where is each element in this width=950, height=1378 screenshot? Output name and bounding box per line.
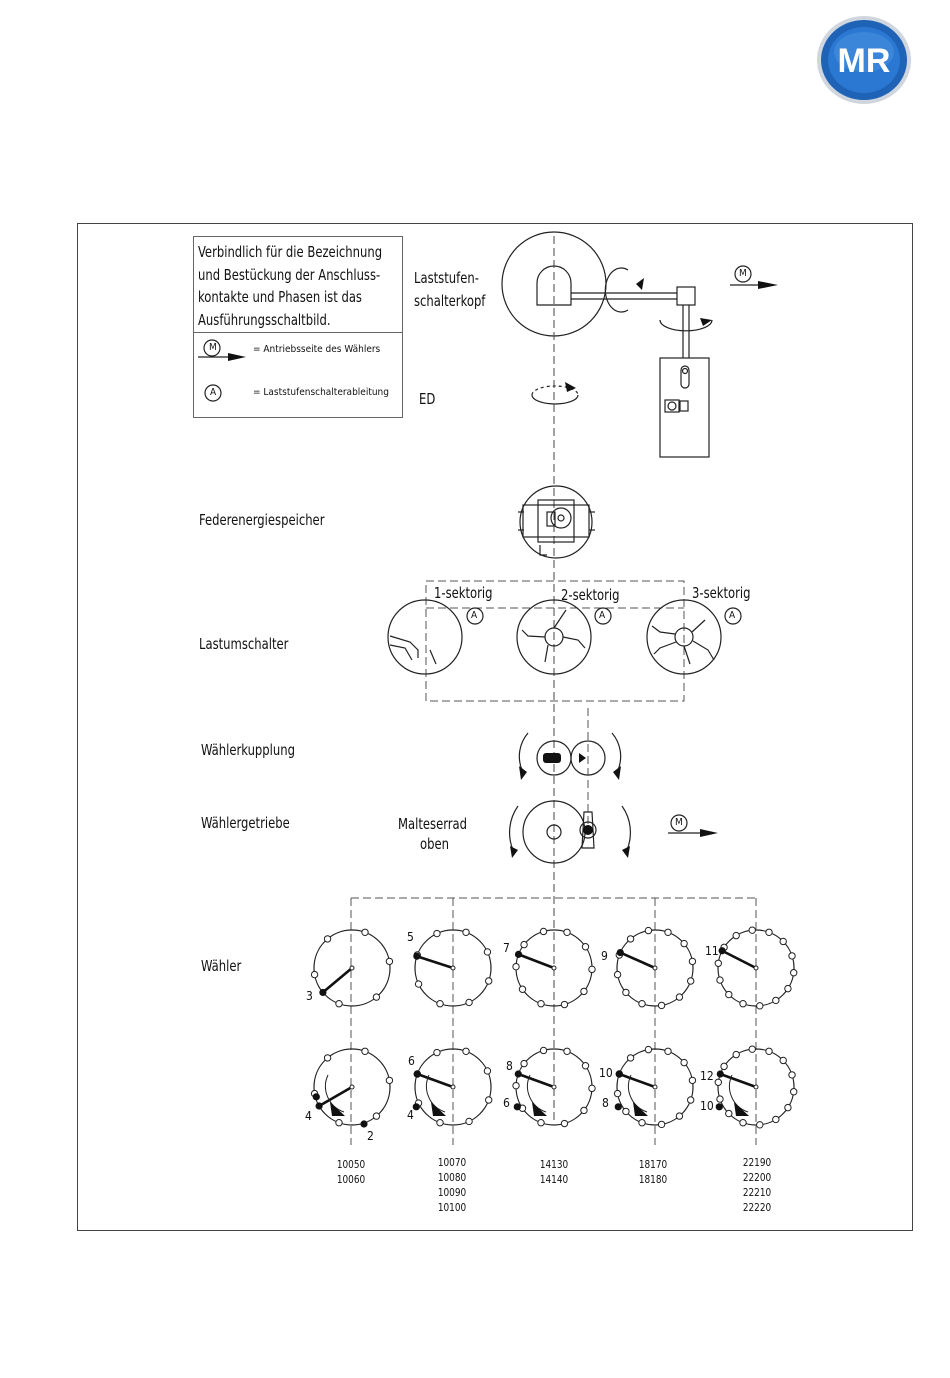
sel5-num-b: 10 [700, 1099, 714, 1113]
spring-accumulator [518, 486, 595, 558]
sel2-num-b: 4 [407, 1108, 414, 1122]
a-symbol-1: A [471, 610, 478, 621]
sel1-top-num: 3 [306, 989, 313, 1003]
selector-1-upper [311, 929, 392, 1007]
legend-m-text: = Antriebsseite des Wählers [253, 344, 381, 355]
label-geneva-2: oben [420, 835, 449, 853]
sel2-num-a: 6 [408, 1054, 415, 1068]
sel3-num-b: 6 [503, 1096, 510, 1110]
sel5-top-num: 11 [705, 944, 719, 958]
sel5-num-a: 12 [700, 1069, 714, 1083]
selector-gear [510, 801, 631, 863]
legend-m-symbol: M [209, 342, 217, 353]
sel1-codes: 10050 10060 [336, 1158, 366, 1186]
m-gear-symbol: M [675, 817, 683, 828]
sel3-num-a: 8 [506, 1059, 513, 1073]
label-head-1: Laststufen- [414, 269, 479, 287]
logo-text: MR [837, 42, 891, 80]
sel1-num-b: 2 [367, 1129, 374, 1143]
label-sector3: 3-sektorig [692, 584, 751, 602]
a-symbol-2: A [599, 610, 606, 621]
label-sector1: 1-sektorig [434, 584, 493, 602]
note-text: Verbindlich für die Bezeichnung und Bestückung der Anschluss- kontakte und Phasen ist das Ausführungsschaltbild. [198, 243, 383, 329]
sel3-codes: 14130 14140 [539, 1158, 569, 1186]
selector-coupling [519, 708, 620, 830]
legend-a-symbol: A [210, 387, 217, 398]
sel4-codes: 18170 18180 [638, 1158, 668, 1186]
sel1-num-a: 4 [305, 1109, 312, 1123]
selector-2-lower [413, 1048, 492, 1126]
legend-a-text: = Laststufenschalterableitung [253, 387, 389, 398]
sel2-codes: 10070 10080 10090 10100 [437, 1156, 467, 1214]
m-top-symbol: M [739, 268, 747, 279]
bevel-gear-box [677, 287, 695, 305]
sel2-top-num: 5 [407, 930, 414, 944]
label-sector2: 2-sektorig [561, 586, 620, 604]
selector-1-lower [311, 1048, 392, 1128]
sel5-codes: 22190 22200 22210 22220 [742, 1156, 772, 1214]
a-symbol-3: A [729, 610, 736, 621]
label-selector: Wähler [201, 957, 242, 975]
label-geneva-1: Malteserrad [398, 815, 468, 833]
label-coupling: Wählerkupplung [201, 741, 295, 759]
sel4-top-num: 9 [601, 949, 608, 963]
sel3-top-num: 7 [503, 941, 510, 955]
label-gear: Wählergetriebe [201, 814, 290, 832]
label-ed: ED [419, 390, 436, 408]
label-diverter: Lastumschalter [199, 635, 289, 653]
label-spring: Federenergiespeicher [199, 511, 325, 529]
diverter-1-sector [388, 600, 462, 674]
note-separator [194, 332, 402, 333]
label-head-2: schalterkopf [414, 292, 486, 310]
sel4-num-b: 8 [602, 1096, 609, 1110]
sel4-num-a: 10 [599, 1066, 613, 1080]
